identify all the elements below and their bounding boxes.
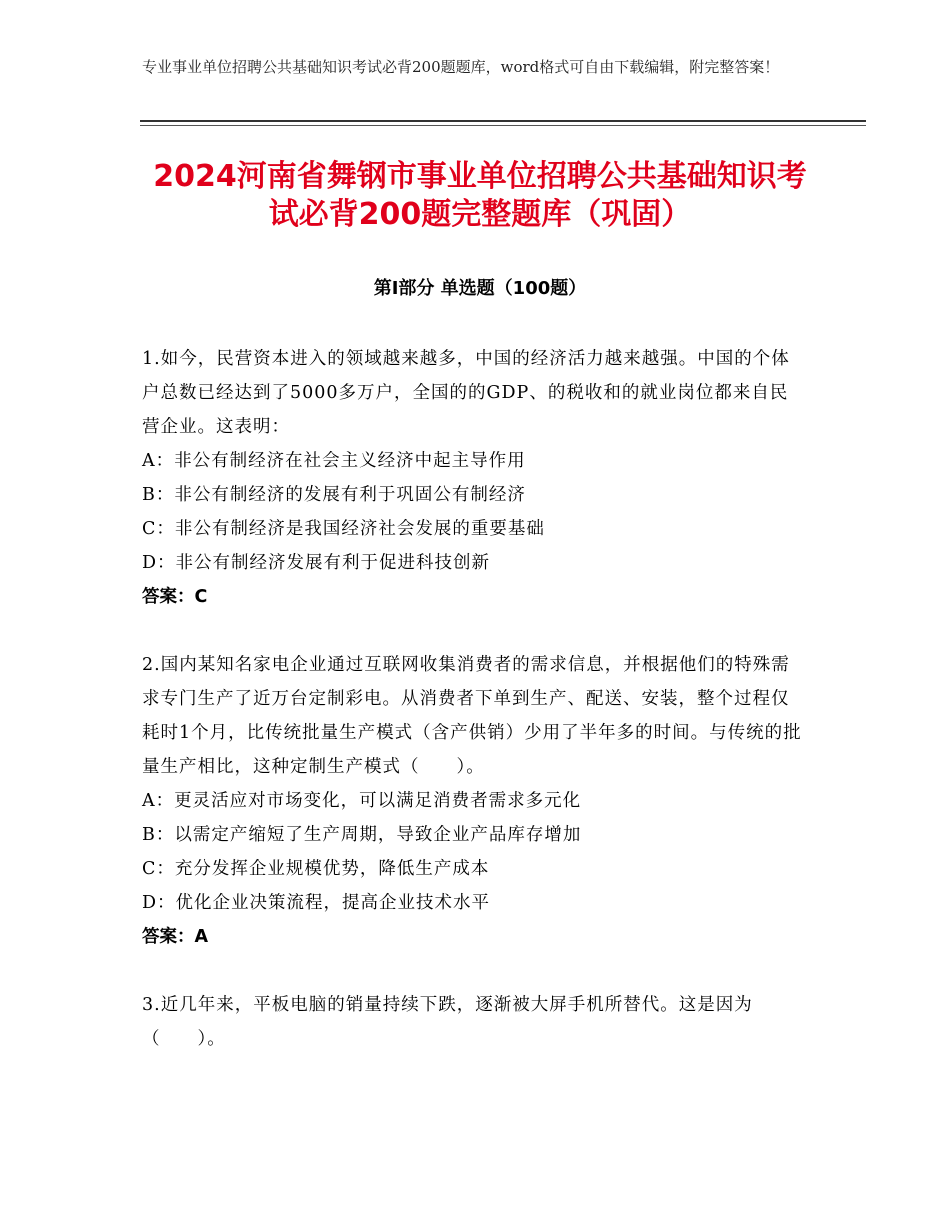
answer-label: 答案：C (142, 587, 208, 607)
header-rule-thin (140, 125, 866, 126)
option-b: B：以需定产缩短了生产周期，导致企业产品库存增加 (142, 825, 582, 845)
option-c: C：充分发挥企业规模优势，降低生产成本 (142, 859, 490, 879)
document-title: 2024河南省舞钢市事业单位招聘公共基础知识考试必背200题完整题库（巩固） (153, 159, 807, 232)
question-1 (142, 342, 802, 614)
option-d: D：优化企业决策流程，提高企业技术水平 (142, 893, 491, 913)
question-stem: 3.近几年来，平板电脑的销量持续下跌，逐渐被大屏手机所替代。这是因为（ ）。 (142, 995, 753, 1049)
question-3 (142, 988, 802, 1056)
question-list (142, 342, 802, 1090)
question-stem: 1.如今，民营资本进入的领域越来越多，中国的经济活力越来越强。中国的个体户总数已经达到了5000多万户，全国的的GDP、的税收和的就业岗位都来自民营企业。这表明： (142, 349, 790, 437)
option-d: D：非公有制经济发展有利于促进科技创新 (142, 553, 491, 573)
question-stem: 2.国内某知名家电企业通过互联网收集消费者的需求信息，并根据他们的特殊需求专门生产了近万台定制彩电。从消费者下单到生产、配送、安装，整个过程仅耗时1个月，比传统批量生产模式（含产供销）少用了半年多的时间。与传统的批量生产相比，这种定制生产模式（ ）。 (142, 655, 802, 777)
option-c: C：非公有制经济是我国经济社会发展的重要基础 (142, 519, 545, 539)
option-a: A：非公有制经济在社会主义经济中起主导作用 (142, 451, 526, 471)
answer-label: 答案：A (142, 927, 209, 947)
part-heading: 第Ⅰ部分 单选题（100题） (373, 278, 587, 299)
option-b: B：非公有制经济的发展有利于巩固公有制经济 (142, 485, 526, 505)
header-rule-thick (140, 120, 866, 122)
header-note: 专业事业单位招聘公共基础知识考试必背200题题库，word格式可自由下载编辑，附完整答案！ (142, 58, 780, 76)
question-2 (142, 648, 802, 954)
option-a: A：更灵活应对市场变化，可以满足消费者需求多元化 (142, 791, 582, 811)
